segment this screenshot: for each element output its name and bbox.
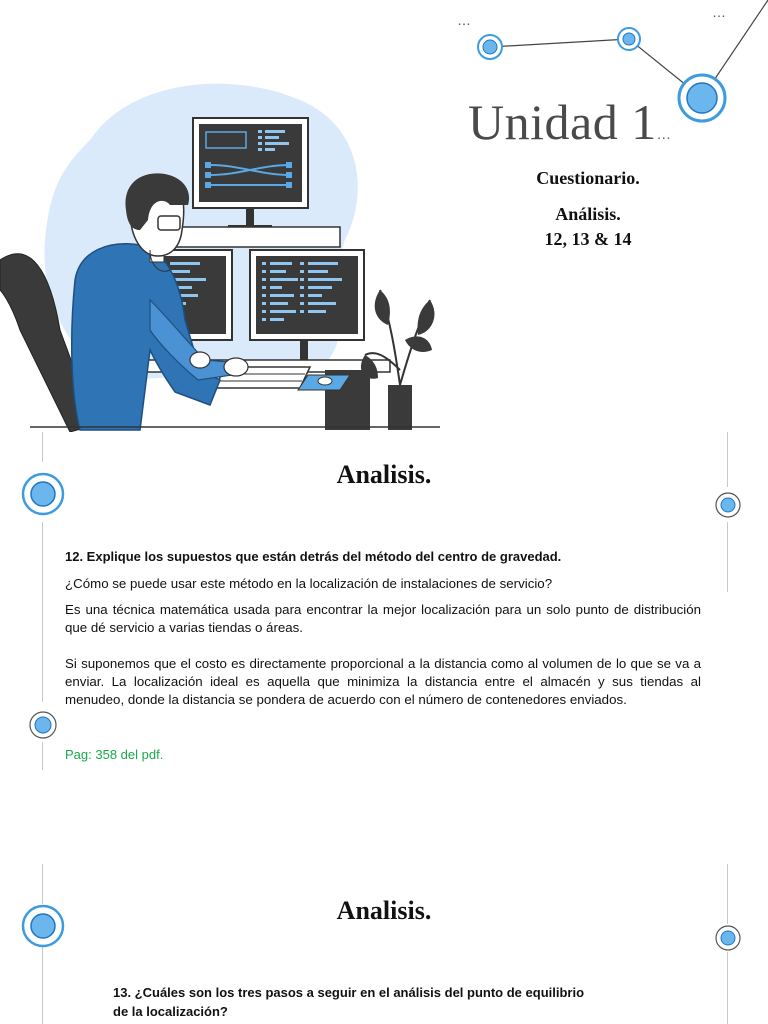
node-circle-icon	[714, 491, 742, 519]
cover-subtitle: 12, 13 & 14	[544, 229, 632, 249]
node-circle-icon	[28, 710, 58, 740]
analysis-slide-12	[0, 432, 768, 852]
analysis-slide-13	[0, 852, 768, 1024]
cover-subtitle: Cuestionario.	[536, 168, 640, 188]
divider-line	[42, 432, 43, 462]
developer-illustration	[0, 70, 445, 432]
section-heading: Analisis.	[336, 896, 432, 925]
network-node-icon	[679, 75, 725, 121]
node-circle-icon	[714, 924, 742, 952]
cover-slide	[0, 0, 768, 432]
network-node-icon	[478, 35, 502, 59]
page-reference: Pag: 358 del pdf.	[65, 747, 164, 762]
question-text: 12. Explique los supuestos que están detrás del método del centro de gravedad.	[65, 549, 562, 564]
section-heading: Analisis.	[336, 460, 432, 489]
divider-line	[727, 952, 728, 1024]
ellipsis-decoration: …	[712, 4, 727, 20]
unit-title: Unidad 1…	[468, 94, 672, 150]
network-node-icon	[618, 28, 640, 50]
divider-line	[42, 946, 43, 1024]
cover-subtitle: Análisis.	[555, 204, 621, 224]
subquestion-text: ¿Cómo se puede usar este método en la localización de instalaciones de servicio?	[65, 576, 553, 591]
answer-paragraph: Si suponemos que el costo es directamente proporcional a la distancia como al volumen de lo que se va a enviar. La localización ideal es aquella que minimiza la distancia entre el almacén y sus tiendas al menudeo, donde la distancia se pondera de acuerdo con el número de contenedores enviados.	[65, 656, 701, 707]
divider-line	[727, 522, 728, 592]
question-text: 13. ¿Cuáles son los tres pasos a seguir en el análisis del punto de equilibrio	[113, 985, 585, 1000]
ellipsis-decoration: …	[457, 12, 472, 28]
question-text: de la localización?	[113, 1004, 228, 1019]
divider-line	[42, 522, 43, 702]
answer-paragraph: Es una técnica matemática usada para encontrar la mejor localización para un solo punto de distribución que dé servicio a varias tiendas o áreas.	[65, 602, 701, 635]
divider-line	[42, 742, 43, 770]
